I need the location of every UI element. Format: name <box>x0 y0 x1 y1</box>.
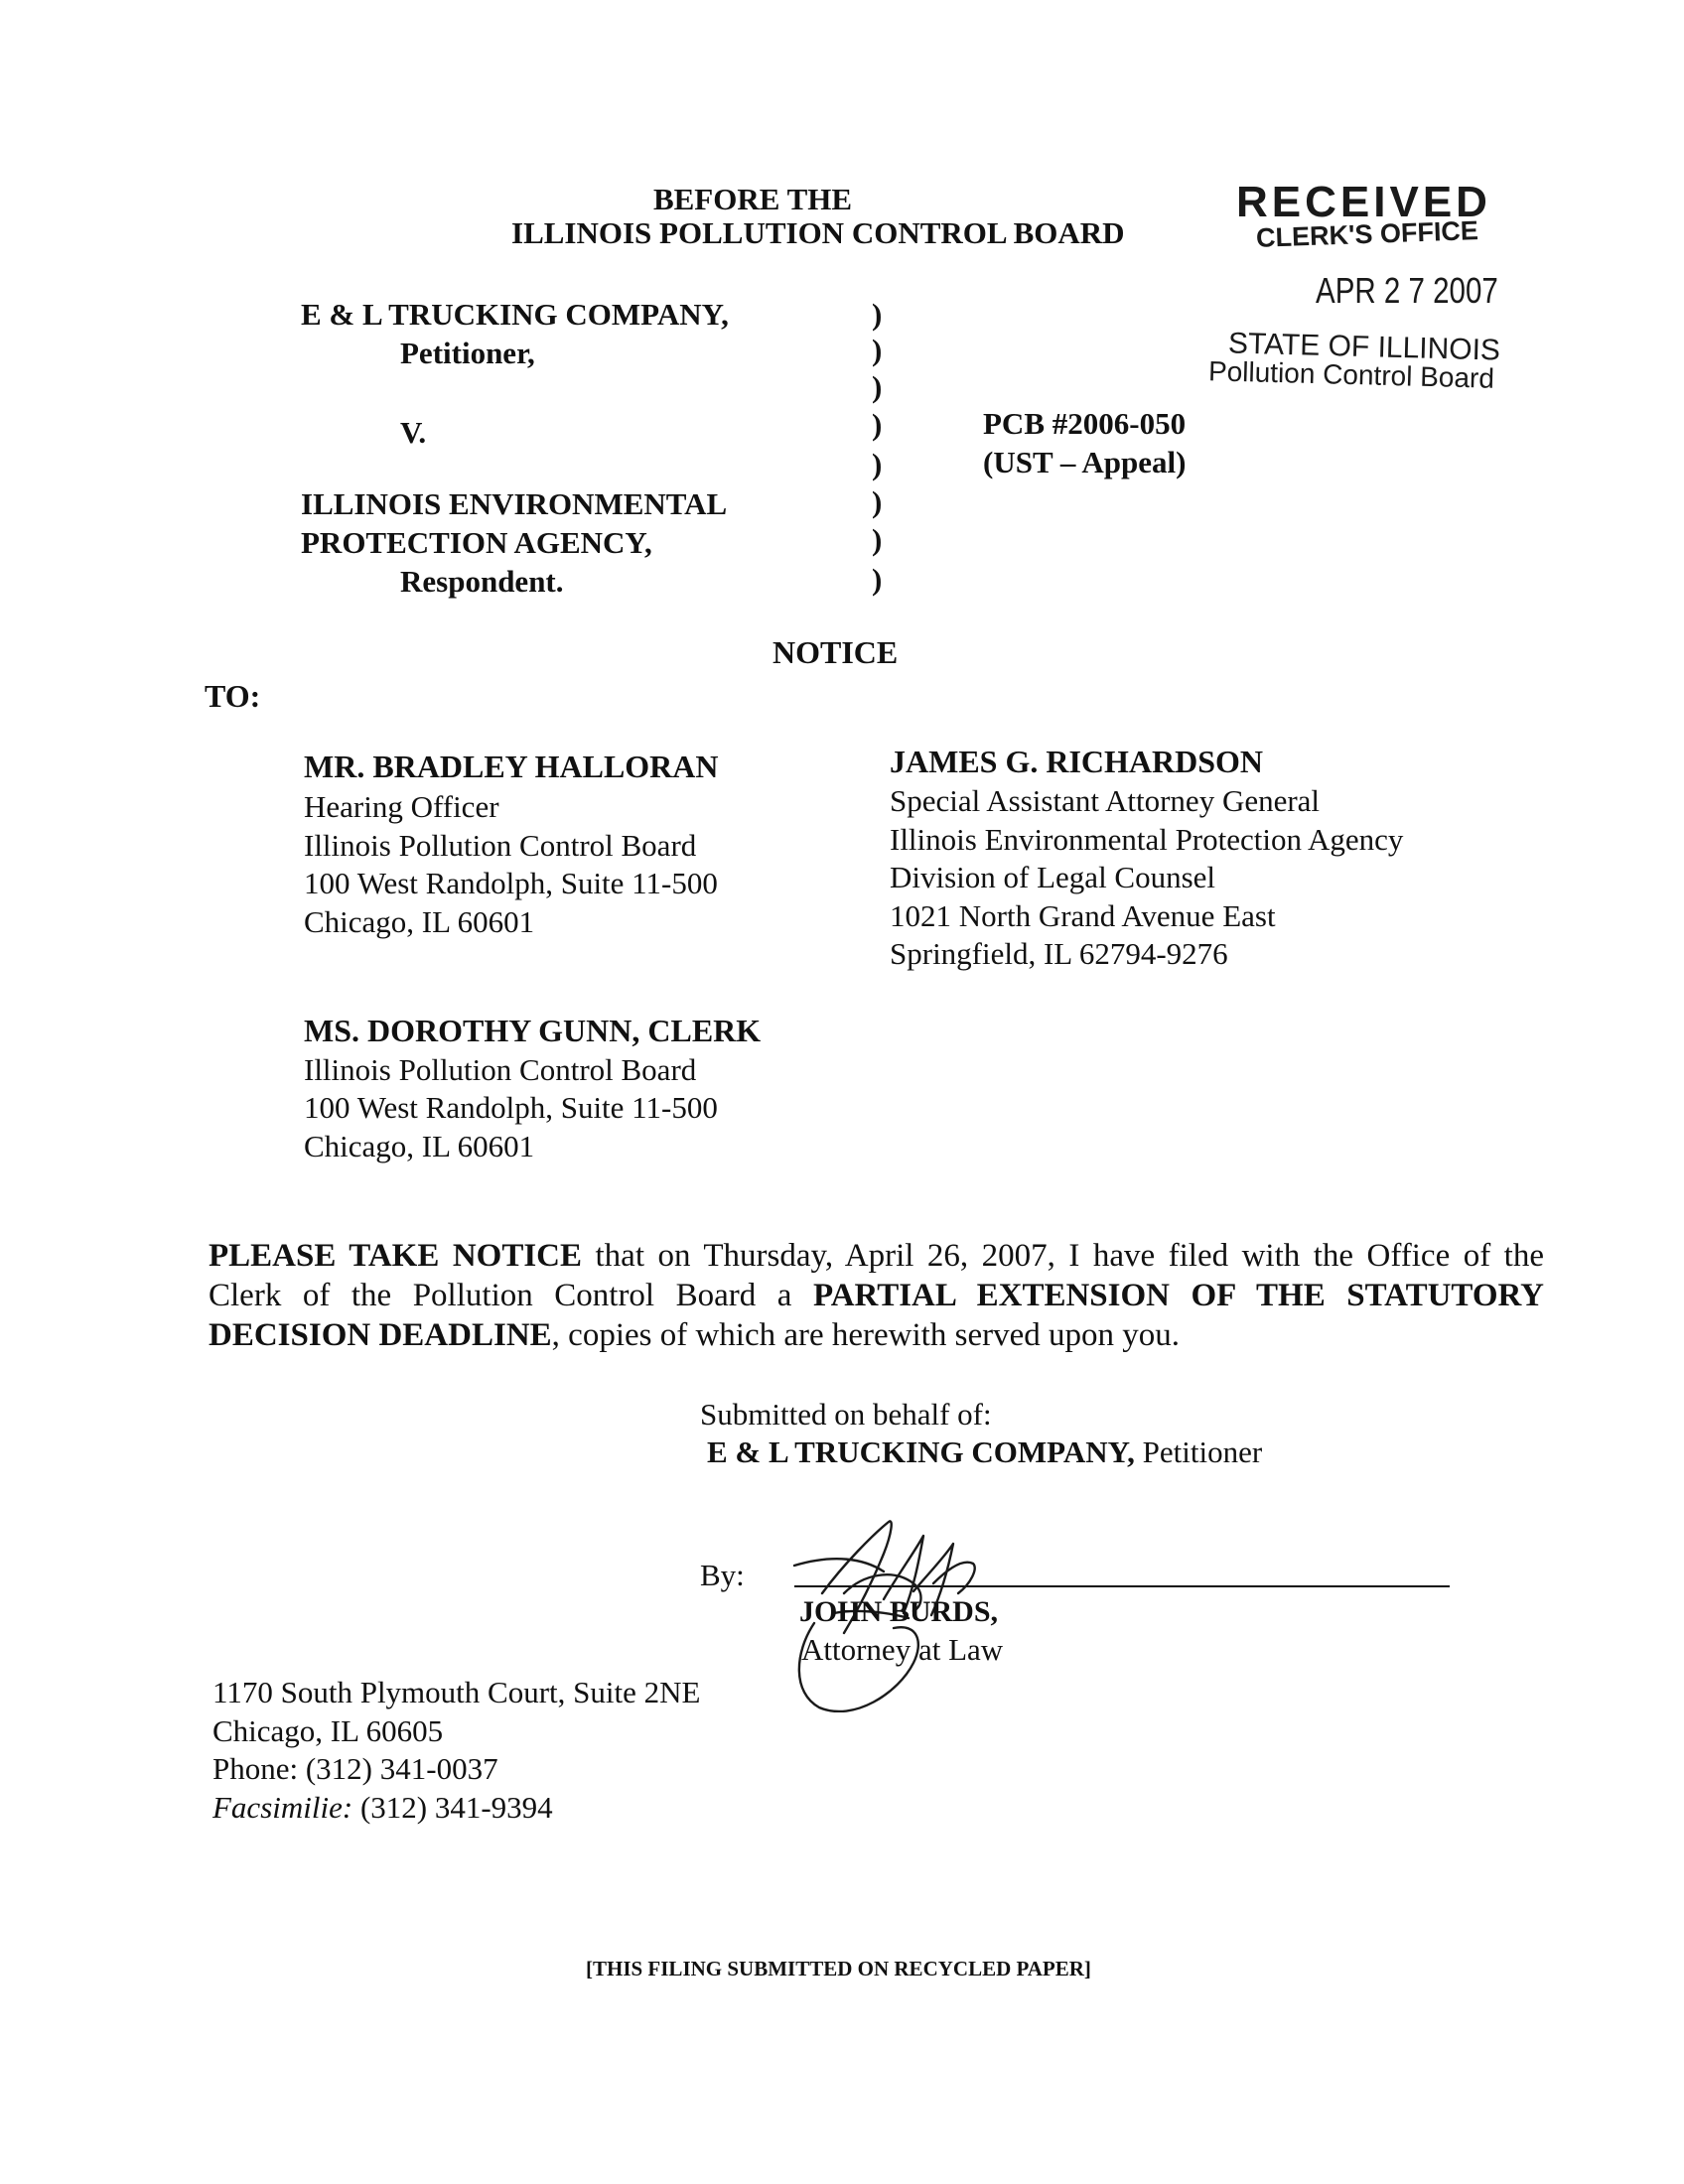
recipient-line: Springfield, IL 62794-9276 <box>890 936 1228 971</box>
recipient-line: 1021 North Grand Avenue East <box>890 898 1276 933</box>
address-phone: Phone: (312) 341-0037 <box>212 1751 498 1786</box>
caption-paren: ) <box>872 522 883 557</box>
recipient-line: Special Assistant Attorney General <box>890 783 1321 818</box>
caption-paren: ) <box>872 562 883 597</box>
notice-paragraph <box>209 1236 1544 1355</box>
submitted-on-behalf: Submitted on behalf of: <box>700 1397 992 1432</box>
recipient-name: MR. BRADLEY HALLORAN <box>304 749 719 784</box>
case-type: (UST – Appeal) <box>983 445 1187 479</box>
recipient-line: 100 West Randolph, Suite 11-500 <box>304 1090 718 1125</box>
stamp-clerks-office: CLERK'S OFFICE <box>1255 215 1479 253</box>
submitting-company: E & L TRUCKING COMPANY, <box>707 1434 1135 1469</box>
petitioner-name: E & L TRUCKING COMPANY, <box>301 297 729 332</box>
notice-text: , copies of which are herewith served upon you. <box>551 1317 1180 1353</box>
recipient-name: JAMES G. RICHARDSON <box>890 744 1264 779</box>
petitioner-role: Petitioner, <box>400 336 535 370</box>
notice-text: Clerk of the Pollution Control Board a <box>209 1278 813 1313</box>
notice-lead: PLEASE TAKE NOTICE <box>209 1238 583 1274</box>
header-line-1: BEFORE THE <box>652 182 853 216</box>
recipient-line: Hearing Officer <box>304 789 499 824</box>
caption-paren: ) <box>872 407 883 442</box>
address-city: Chicago, IL 60605 <box>212 1713 444 1748</box>
caption-paren: ) <box>872 447 883 481</box>
address-fax <box>212 1788 553 1827</box>
fax-number: (312) 341-9394 <box>352 1790 553 1825</box>
footer-note: [THIS FILING SUBMITTED ON RECYCLED PAPER] <box>586 1957 1091 1980</box>
stamp-state: STATE OF ILLINOIS <box>1227 327 1501 367</box>
stamp-board: Pollution Control Board <box>1207 355 1495 394</box>
respondent-name-2: PROTECTION AGENCY, <box>301 525 652 560</box>
recipient-line: Division of Legal Counsel <box>890 860 1216 894</box>
respondent-role: Respondent. <box>400 564 564 599</box>
caption-paren: ) <box>872 484 883 519</box>
recipient-line: Chicago, IL 60601 <box>304 904 535 939</box>
by-label: By: <box>700 1558 745 1592</box>
header-line-2: ILLINOIS POLLUTION CONTROL BOARD <box>511 215 1125 250</box>
recipient-name: MS. DOROTHY GUNN, CLERK <box>304 1013 762 1048</box>
recipient-line: Illinois Pollution Control Board <box>304 1052 697 1087</box>
submitting-role: Petitioner <box>1134 1434 1263 1469</box>
notice-filing-title: DECISION DEADLINE <box>209 1317 552 1353</box>
submitting-party <box>707 1433 1262 1471</box>
address-street: 1170 South Plymouth Court, Suite 2NE <box>212 1675 701 1709</box>
fax-label: Facsimilie: <box>212 1790 353 1825</box>
signer-title: Attorney at Law <box>801 1632 1004 1667</box>
recipient-line: Chicago, IL 60601 <box>304 1129 535 1163</box>
recipient-line: 100 West Randolph, Suite 11-500 <box>304 866 718 900</box>
notice-filing-title: PARTIAL EXTENSION OF THE STATUTORY <box>812 1278 1544 1313</box>
caption-paren: ) <box>872 369 883 404</box>
caption-paren: ) <box>872 297 883 332</box>
notice-title: NOTICE <box>772 634 899 670</box>
stamp-date: APR 2 7 2007 <box>1316 270 1498 311</box>
to-label: TO: <box>205 678 261 714</box>
notice-text: that on Thursday, April 26, 2007, I have filed with the Office of the <box>582 1238 1544 1274</box>
respondent-name-1: ILLINOIS ENVIRONMENTAL <box>301 486 728 521</box>
caption-paren: ) <box>872 333 883 367</box>
case-number: PCB #2006-050 <box>983 406 1187 441</box>
signer-name: JOHN BURDS, <box>799 1595 999 1628</box>
recipient-line: Illinois Environmental Protection Agency <box>890 822 1404 857</box>
stamp-received: RECEIVED <box>1236 178 1491 226</box>
versus: V. <box>400 415 427 450</box>
recipient-line: Illinois Pollution Control Board <box>304 828 697 863</box>
